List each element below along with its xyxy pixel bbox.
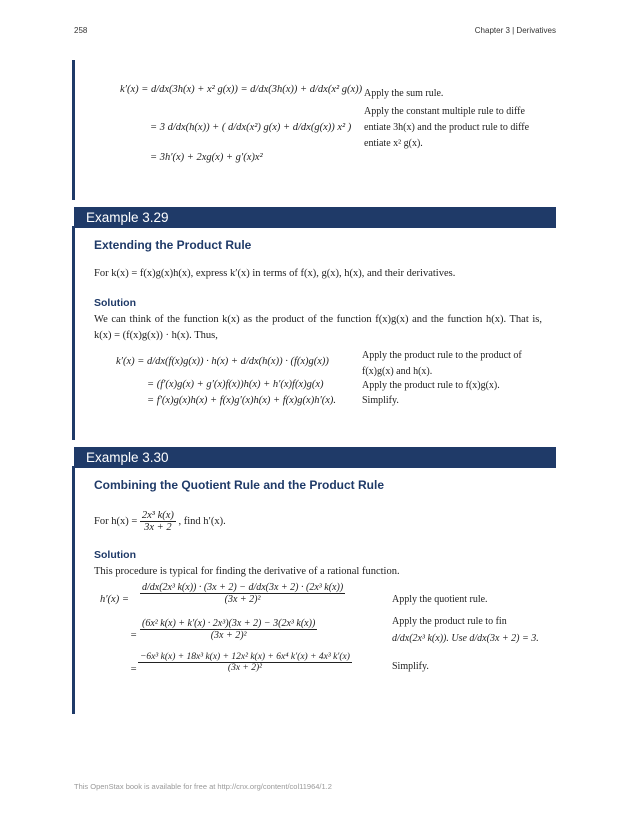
chapter-title: Chapter 3 | Derivatives — [474, 26, 556, 35]
example-329-line-2: = (f′(x)g(x) + g′(x)f(x))h(x) + h′(x)f(x)g(x) — [147, 379, 324, 390]
left-rule-top — [72, 60, 75, 200]
quotient-fraction-2 — [140, 618, 317, 641]
page-number: 258 — [74, 26, 88, 35]
example-329-line-1: k′(x) = d/dx(f(x)g(x)) · h(x) + d/dx(h(x)) · (f(x)g(x)) — [116, 356, 329, 367]
example-329-problem: For k(x) = f(x)g(x)h(x), express k′(x) in terms of f(x), g(x), h(x), and their derivatives. — [94, 268, 456, 279]
quotient-equals-2: = — [130, 630, 138, 641]
example-330-title: Combining the Quotient Rule and the Product Rule — [94, 478, 384, 492]
quotient-denominator-3: (3x + 2)² — [227, 663, 262, 673]
problem-fraction-numerator: 2x³ k(x) — [141, 510, 174, 521]
quotient-equals-3: = — [130, 664, 138, 675]
example-329-solution-text: We can think of the function k(x) as the product of the function f(x)g(x) and the function h(x). That is, k(x) = (f(x)g(x)) · h(x). Thus, — [94, 314, 542, 341]
example-330-note-1: Apply the quotient rule. — [392, 594, 488, 605]
problem-fraction-denominator: 3x + 2 — [144, 522, 172, 533]
quotient-fraction-1 — [140, 582, 345, 605]
top-note-2: Apply the constant multiple rule to diffe entiate 3h(x) and the product rule to diffe entiate x² g(x). — [364, 106, 530, 149]
example-329-solution-heading: Solution — [94, 297, 136, 309]
example-330-note-4: Simplify. — [392, 661, 429, 672]
quotient-lhs: h′(x) = — [100, 594, 129, 605]
top-note-1: Apply the sum rule. — [364, 88, 444, 99]
example-329-bar: Example 3.29 — [74, 207, 556, 228]
problem-fraction — [140, 510, 176, 533]
quotient-denominator-2: (3x + 2)² — [210, 630, 247, 641]
example-329-note-2: Apply the product rule to f(x)g(x). — [362, 380, 500, 391]
example-330-solution-text: This procedure is typical for finding the derivative of a rational function. — [94, 566, 400, 577]
example-330-note-2: Apply the product rule to fin — [392, 616, 507, 627]
top-derivation-line-2: = 3 d/dx(h(x)) + ( d/dx(x²) g(x) + d/dx(g(x)) x² ) — [150, 122, 352, 133]
left-rule-example-329 — [72, 226, 75, 440]
example-330-problem — [94, 510, 226, 533]
example-330-bar: Example 3.30 — [74, 447, 556, 468]
quotient-numerator-3: −6x³ k(x) + 18x³ k(x) + 12x² k(x) + 6x⁴ k′(x) + 4x³ k′(x) — [140, 652, 350, 662]
example-329-title: Extending the Product Rule — [94, 238, 252, 252]
example-329-line-3: = f′(x)g(x)h(x) + f(x)g′(x)h(x) + f(x)g(x)h′(x). — [147, 395, 337, 406]
footer-availability: This OpenStax book is available for free at http://cnx.org/content/col11964/1.2 — [74, 782, 332, 791]
example-330-problem-suffix: , find h′(x). — [178, 515, 226, 527]
example-330-note-3: d/dx(2x³ k(x)). Use d/dx(3x + 2) = 3. — [392, 633, 539, 644]
example-329-note-1: Apply the product rule to the product of f(x)g(x) and h(x). — [362, 350, 522, 377]
left-rule-example-330 — [72, 466, 75, 714]
top-derivation-line-1: k′(x) = d/dx(3h(x) + x² g(x)) = d/dx(3h(x)) + d/dx(x² g(x)) — [120, 84, 363, 95]
example-329-note-3: Simplify. — [362, 395, 399, 406]
example-330-problem-prefix: For h(x) = — [94, 515, 138, 527]
quotient-denominator-1: (3x + 2)² — [224, 594, 261, 605]
example-330-solution-heading: Solution — [94, 549, 136, 561]
quotient-numerator-1: d/dx(2x³ k(x)) · (3x + 2) − d/dx(3x + 2) · (2x³ k(x)) — [142, 582, 344, 593]
quotient-fraction-3 — [138, 652, 352, 673]
quotient-numerator-2: (6x² k(x) + k′(x) · 2x³)(3x + 2) − 3(2x³ k(x)) — [142, 618, 316, 629]
top-derivation-line-3: = 3h′(x) + 2xg(x) + g′(x)x² — [150, 152, 263, 163]
